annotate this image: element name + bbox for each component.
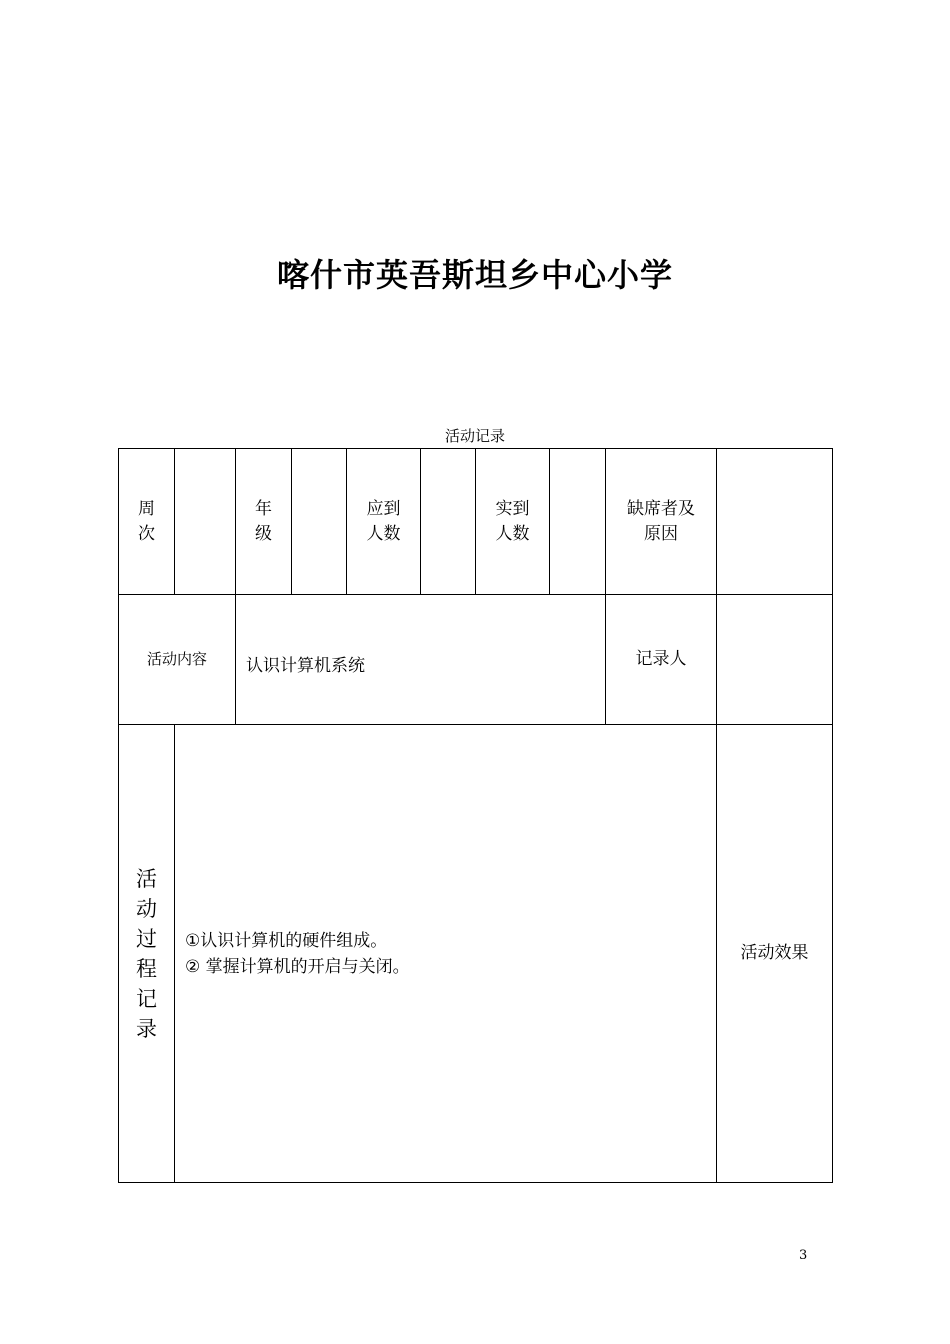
grade-value-cell[interactable] [292, 449, 347, 595]
page-number: 3 [799, 1248, 808, 1263]
grade-label-line1: 年 [255, 498, 272, 519]
recorder-label: 记录人 [606, 595, 717, 725]
table-caption: 活动记录 [444, 427, 505, 445]
absentees-value-cell[interactable] [717, 449, 833, 595]
absentees-label-line1: 缺席者及 [627, 498, 695, 519]
actual-count-label-line1: 实到 [495, 498, 530, 519]
week-value-cell[interactable] [175, 449, 236, 595]
activity-process-label [119, 725, 175, 1183]
week-label [119, 449, 175, 595]
activity-process-char: 程 [136, 956, 157, 981]
actual-count-label [476, 449, 550, 595]
activity-content-label: 活动内容 [119, 595, 236, 725]
activity-process-char: 录 [136, 1016, 157, 1041]
expected-count-label [347, 449, 421, 595]
activity-effect-label: 活动效果 [717, 725, 833, 1183]
activity-content-value[interactable]: 认识计算机系统 [236, 595, 606, 725]
week-label-line1: 周 [138, 498, 155, 519]
actual-count-value-cell[interactable] [550, 449, 606, 595]
school-title: 喀什市英吾斯坦乡中心小学 [276, 256, 673, 294]
process-item: ①认识计算机的硬件组成。 [185, 930, 388, 951]
activity-process-char: 活 [136, 866, 157, 891]
grade-label-line2: 级 [255, 523, 272, 544]
activity-record-table [118, 448, 833, 1183]
process-item: ② 掌握计算机的开启与关闭。 [185, 956, 410, 977]
recorder-value-cell[interactable] [717, 595, 833, 725]
activity-process-char: 记 [136, 986, 157, 1011]
expected-count-label-line1: 应到 [366, 498, 401, 519]
content-row [119, 595, 833, 725]
week-label-line2: 次 [138, 523, 155, 544]
header-row [119, 449, 833, 595]
grade-label [236, 449, 292, 595]
actual-count-label-line2: 人数 [495, 523, 530, 544]
activity-process-char: 动 [136, 896, 157, 921]
expected-count-value-cell[interactable] [421, 449, 476, 595]
activity-process-char: 过 [136, 926, 157, 951]
absentees-label-line2: 原因 [644, 523, 678, 544]
process-row [119, 725, 833, 1183]
activity-process-content[interactable] [175, 725, 717, 1183]
absentees-label [606, 449, 717, 595]
expected-count-label-line2: 人数 [366, 523, 401, 544]
